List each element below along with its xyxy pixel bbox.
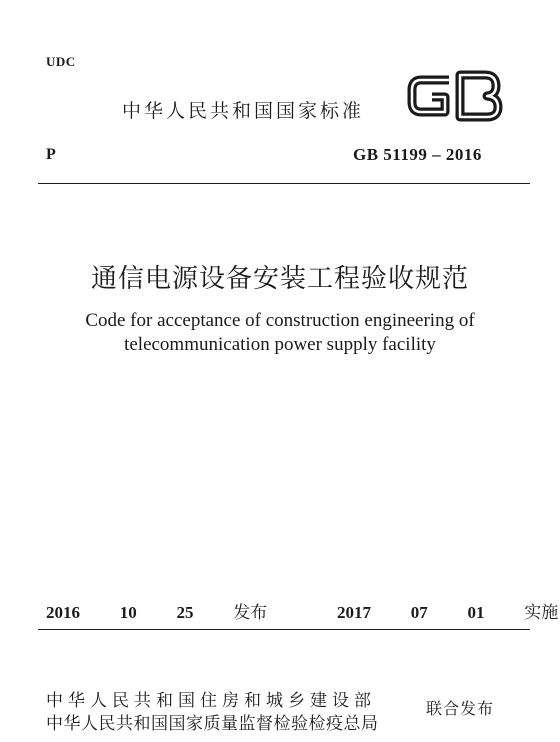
standard-type-title: 中华人民共和国国家标准 <box>122 100 365 122</box>
category-code: P <box>46 146 56 163</box>
issue-label: 发布 <box>233 603 268 623</box>
title-chinese: 通信电源设备安装工程验收规范 <box>90 264 469 294</box>
gb-logo <box>405 68 505 124</box>
title-english <box>0 309 560 357</box>
issuer-aqsiq: 中华人民共和国国家质量监督检验检疫总局 <box>46 714 379 734</box>
udc-label: UDC <box>46 54 76 69</box>
issue-date-block <box>46 598 267 623</box>
implement-label: 实施 <box>524 603 559 623</box>
issuer-ministry: 中华人民共和国住房和城乡建设部 <box>46 691 376 711</box>
joint-issue-label: 联合发布 <box>426 699 495 718</box>
implement-date-block <box>337 598 558 623</box>
title-english-line-2: telecommunication power supply facility <box>124 334 436 355</box>
issue-date: 2016 10 25 <box>46 603 194 622</box>
standard-number: GB 51199 – 2016 <box>353 145 482 164</box>
header-divider <box>38 183 530 184</box>
implement-date: 2017 07 01 <box>337 603 485 622</box>
title-english-line-1: Code for acceptance of construction engineering of <box>85 310 475 331</box>
footer-divider <box>38 629 530 630</box>
gb-logo-graphic <box>405 68 505 124</box>
